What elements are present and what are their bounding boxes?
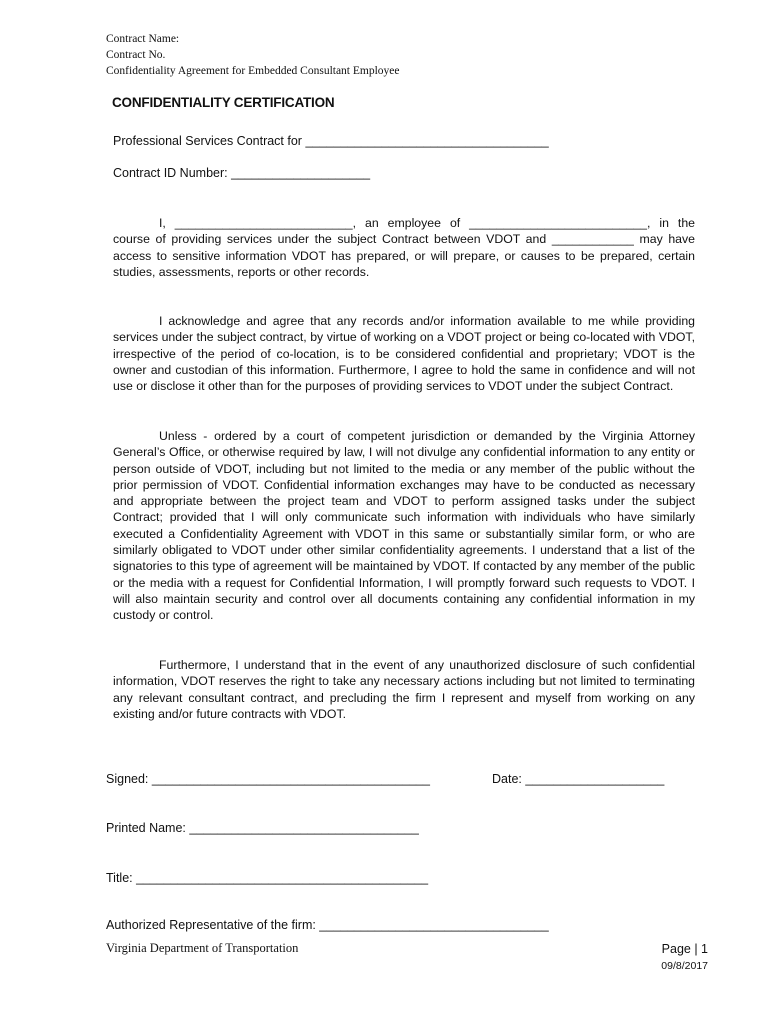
contract-no-label: Contract No. [106, 49, 166, 61]
date-line[interactable]: Date: ____________________ [492, 772, 665, 786]
page-title: CONFIDENTIALITY CERTIFICATION [112, 95, 335, 110]
paragraph-unless: Unless - ordered by a court of competent jurisdiction or demanded by the Virginia Attorney General’s Office, or otherwise required by law, I will not divulge any confidential information to any entity or person outside of VDOT, including but not limited to the media or any member of the public without the prior permission of VDOT. Confidential information exchanges may have to be conducted as necessary and appropriate between the project team and VDOT to perform assigned tasks under the subject Contract; provided that I will only communicate such information with individuals who have similarly executed a Confidentiality Agreement with VDOT in this same or substantially similar form, or who are similarly obligated to VDOT under other similar confidentiality agreements. I understand that a list of the signatories to this type of agreement will be maintained by VDOT. If contacted by any member of the public or the media with a request for Confidential Information, I will promptly forward such requests to VDOT. I will also maintain security and control over all documents containing any confidential information in my custody or control. [113, 429, 695, 623]
contract-name-label: Contract Name: [106, 33, 180, 45]
page-number: Page | 1 [661, 942, 708, 956]
footer-page-info [661, 941, 708, 973]
title-line[interactable]: Title: __________________________________________ [106, 871, 429, 885]
signed-line[interactable]: Signed: ________________________________________ [106, 772, 430, 786]
footer-date: 09/8/2017 [661, 960, 708, 972]
contract-id-field: Contract ID Number: ____________________ [113, 166, 371, 180]
paragraph-acknowledge: I acknowledge and agree that any records and/or information available to me while providing services under the subject contract, by virtue of working on a VDOT project or being co-located with VDOT, irrespective of the period of co-location, is to be considered confidential and proprietary; VDOT is the owner and custodian of this information. Furthermore, I agree to hold the same in confidence and will not use or disclose it other than for the purposes of providing services to VDOT under the subject Contract. [113, 314, 695, 394]
printed-name-line[interactable]: Printed Name: _________________________________ [106, 821, 419, 835]
paragraph-furthermore: Furthermore, I understand that in the event of any unauthorized disclosure of such confidential information, VDOT reserves the right to take any necessary actions including but not limited to terminating any relevant consultant contract, and precluding the firm I represent and myself from working on any existing and/or future contracts with VDOT. [113, 658, 695, 721]
paragraph-employee: I, __________________________, an employee of __________________________, in the course of providing services under the subject Contract between VDOT and ____________ may have access to sensitive information VDOT has prepared, or will prepare, or causes to be prepared, certain studies, assessments, reports or other records. [113, 216, 695, 279]
professional-services-field: Professional Services Contract for ___________________________________ [113, 134, 549, 148]
agreement-title: Confidentiality Agreement for Embedded Consultant Employee [106, 65, 400, 77]
authorized-rep-line[interactable]: Authorized Representative of the firm: _________________________________ [106, 918, 549, 932]
footer-organization: Virginia Department of Transportation [106, 941, 299, 955]
document-header [106, 31, 400, 79]
